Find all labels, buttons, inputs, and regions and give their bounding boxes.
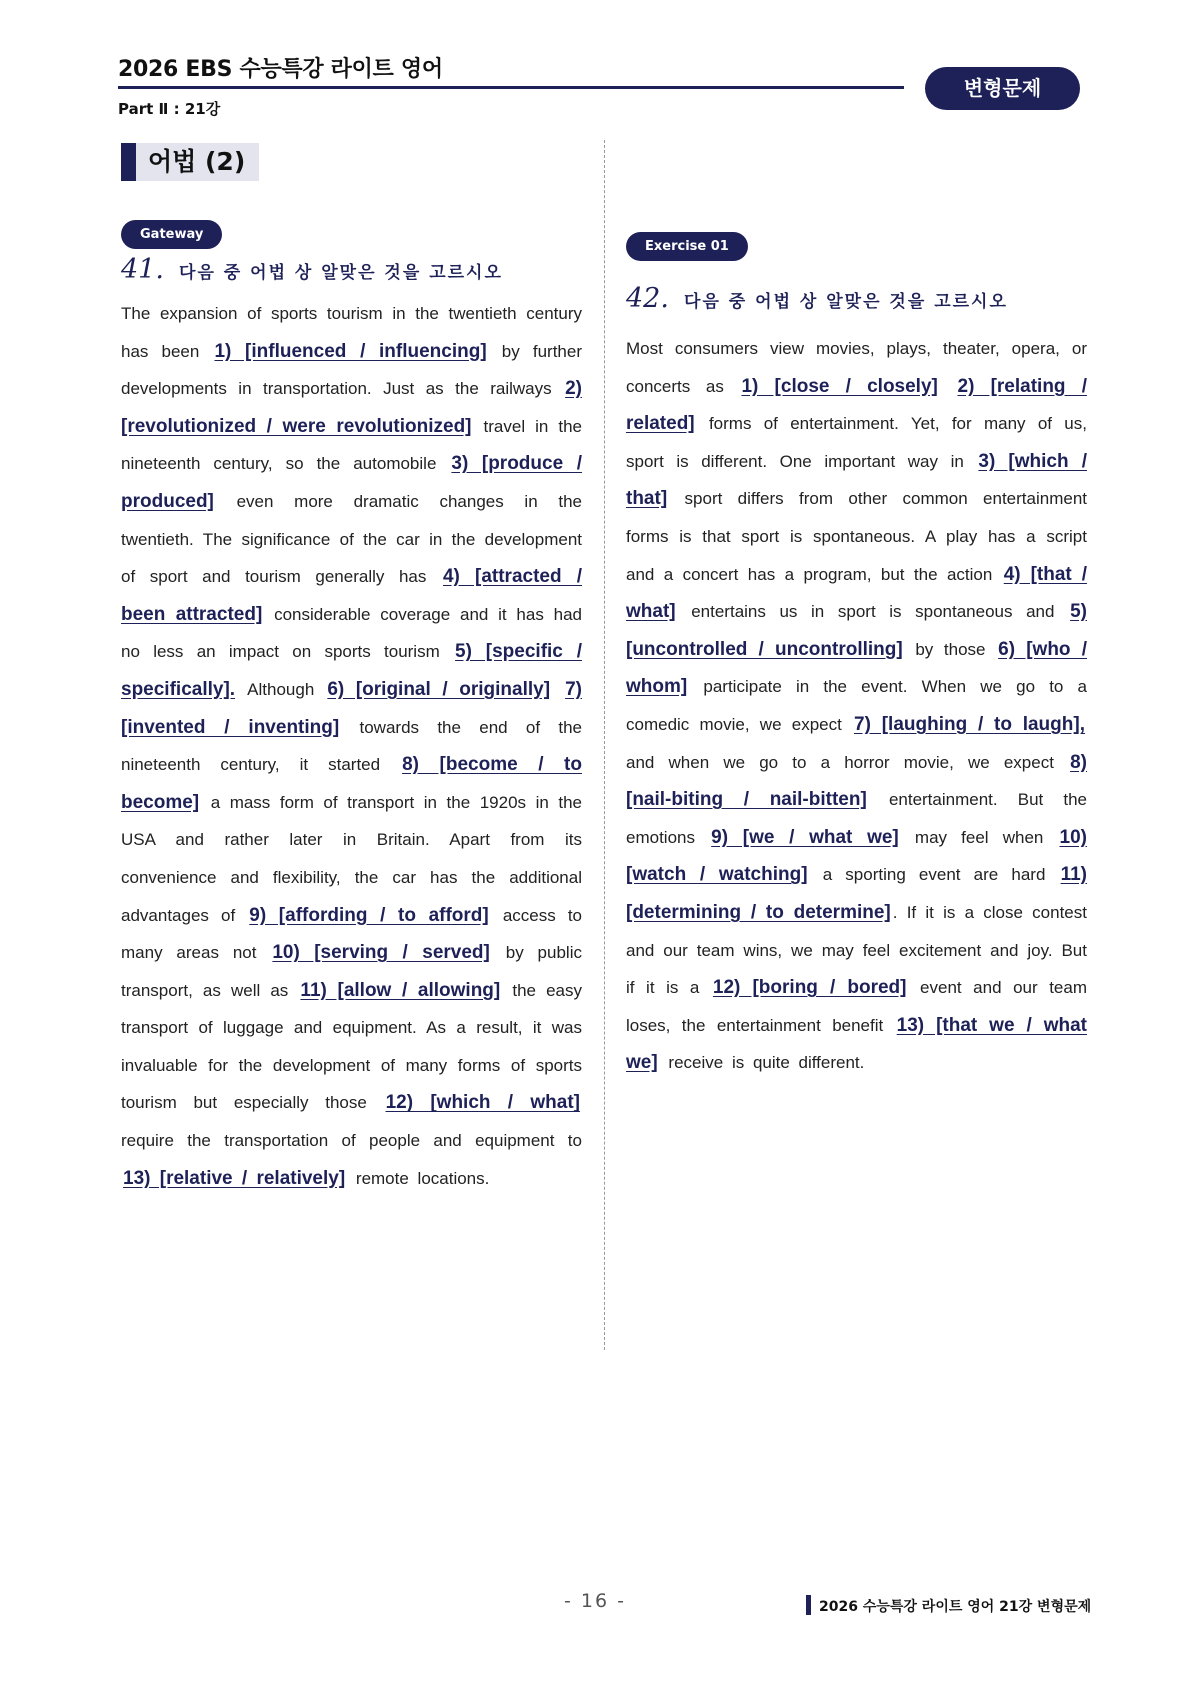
answer-choice: 10) [watch / watching]: [626, 826, 1087, 886]
passage-text: by those: [915, 639, 986, 659]
passage-text: and when we go to a horror movie, we expect: [626, 752, 1054, 772]
passage-text: Although: [247, 679, 315, 699]
question-instruction: 다음 중 어법 상 알맞은 것을 고르시오: [179, 263, 503, 283]
answer-choice: 7) [invented / inventing]: [121, 678, 582, 738]
answer-choice: 3) [which / that]: [626, 450, 1087, 510]
passage-text: [121, 295, 582, 1197]
question-header: [626, 283, 1087, 314]
answer-choice: 13) [relative / relatively]: [123, 1167, 346, 1189]
passage-text: by public transport, as well as: [121, 943, 582, 1000]
column-divider: [604, 140, 605, 1350]
gateway-badge: Gateway: [121, 220, 222, 249]
answer-choice: 11) [allow / allowing]: [300, 979, 501, 1001]
question-42: [626, 232, 1087, 1099]
passage-text: The expansion of sports tourism in the twentieth century has been: [121, 304, 582, 361]
exercise-badge: Exercise 01: [626, 232, 748, 261]
answer-choice: 8) [nail-biting / nail-bitten]: [626, 751, 1087, 811]
answer-choice: 9) [we / what we]: [711, 826, 899, 848]
answer-choice: 5) [uncontrolled / uncontrolling]: [626, 601, 1087, 660]
passage-text: require the transportation of people and equipment to: [121, 1131, 582, 1151]
passage-text: towards the end of the nineteenth century, it started: [121, 717, 582, 775]
passage-text: [626, 330, 1087, 1082]
answer-choice: 1) [close / closely]: [741, 375, 938, 397]
passage-text: considerable coverage and it has had no less an impact on sports tourism: [121, 604, 582, 662]
answer-choice: 11) [determining / to determine]: [626, 864, 1087, 923]
question-header: [121, 254, 582, 285]
question-number: 42.: [626, 283, 669, 314]
answer-choice: 12) [which / what]: [385, 1092, 580, 1114]
passage-text: access to many areas not: [121, 905, 582, 963]
question-41: [121, 220, 582, 1214]
answer-choice: 7) [laughing / to laugh],: [854, 713, 1085, 735]
passage-text: entertains us in sport is spontaneous and: [691, 602, 1055, 622]
passage-text: forms of entertainment. Yet, for many of us, sport is different. One important way in: [626, 414, 1087, 471]
header-subtitle: Part Ⅱ : 21강: [118, 100, 221, 118]
passage-text: Most consumers view movies, plays, theater, opera, or concerts as: [626, 339, 1087, 396]
header-rule: [118, 86, 904, 89]
passage-text: even more dramatic changes in the twentieth. The significance of the car in the development of sport and tourism generally has: [121, 491, 582, 587]
passage-text: a mass form of transport in the 1920s in the USA and rather later in Britain. Apart from its convenience and flexibility, the car has the additional advantages of: [121, 792, 582, 925]
page-number: - 16 -: [564, 1590, 626, 1612]
passage-text: may feel when: [914, 827, 1044, 847]
answer-choice: 6) [original / originally]: [327, 678, 551, 700]
passage-text: event and our team loses, the entertainment benefit: [626, 978, 1087, 1035]
question-instruction: 다음 중 어법 상 알맞은 것을 고르시오: [684, 292, 1008, 312]
answer-choice: 13) [that we / what we]: [626, 1014, 1088, 1074]
answer-choice: 6) [who / whom]: [626, 638, 1087, 698]
answer-choice: 4) [attracted / been attracted]: [121, 566, 582, 625]
answer-choice: 3) [produce / produced]: [121, 453, 582, 512]
answer-choice: 8) [become / to become]: [121, 754, 582, 813]
answer-choice: 2) [relating / related]: [626, 375, 1087, 435]
passage-text: entertainment. But the emotions: [626, 790, 1087, 847]
passage-text: by further developments in transportation. Just as the railways: [121, 341, 583, 399]
type-badge: 변형문제: [925, 67, 1080, 110]
answer-choice: 10) [serving / served]: [272, 942, 490, 964]
answer-choice: 5) [specific / specifically].: [121, 641, 582, 700]
passage-text: remote locations.: [355, 1168, 490, 1188]
passage-text: participate in the event. When we go to a comedic movie, we expect: [626, 677, 1087, 734]
question-number: 41.: [121, 254, 164, 285]
footer-caption: 2026 수능특강 라이트 영어 21강 변형문제: [819, 1599, 1092, 1615]
answer-choice: 2) [revolutionized / were revolutionized]: [121, 378, 582, 437]
passage-text: receive is quite different.: [668, 1053, 865, 1073]
passage-text: travel in the nineteenth century, so the automobile: [121, 416, 582, 474]
section-title: 어법 (2): [121, 143, 259, 181]
header-title: 2026 EBS 수능특강 라이트 영어: [118, 57, 443, 82]
answer-choice: 4) [that / what]: [626, 563, 1087, 623]
footer-marker: [806, 1595, 811, 1615]
passage-text: sport differs from other common entertainment forms is that sport is spontaneous. A play has a script and a concert has a program, but the action: [626, 489, 1088, 584]
passage-text: a sporting event are hard: [822, 865, 1046, 885]
passage-text: . If it is a close contest and our team wins, we may feel excitement and joy. But if it is a: [626, 902, 1087, 998]
answer-choice: 12) [boring / bored]: [712, 977, 907, 999]
answer-choice: 9) [affording / to afford]: [249, 904, 489, 926]
passage-text: the easy transport of luggage and equipment. As a result, it was invaluable for the development of many forms of sports tourism but especially those: [121, 980, 582, 1113]
answer-choice: 1) [influenced / influencing]: [214, 340, 487, 362]
